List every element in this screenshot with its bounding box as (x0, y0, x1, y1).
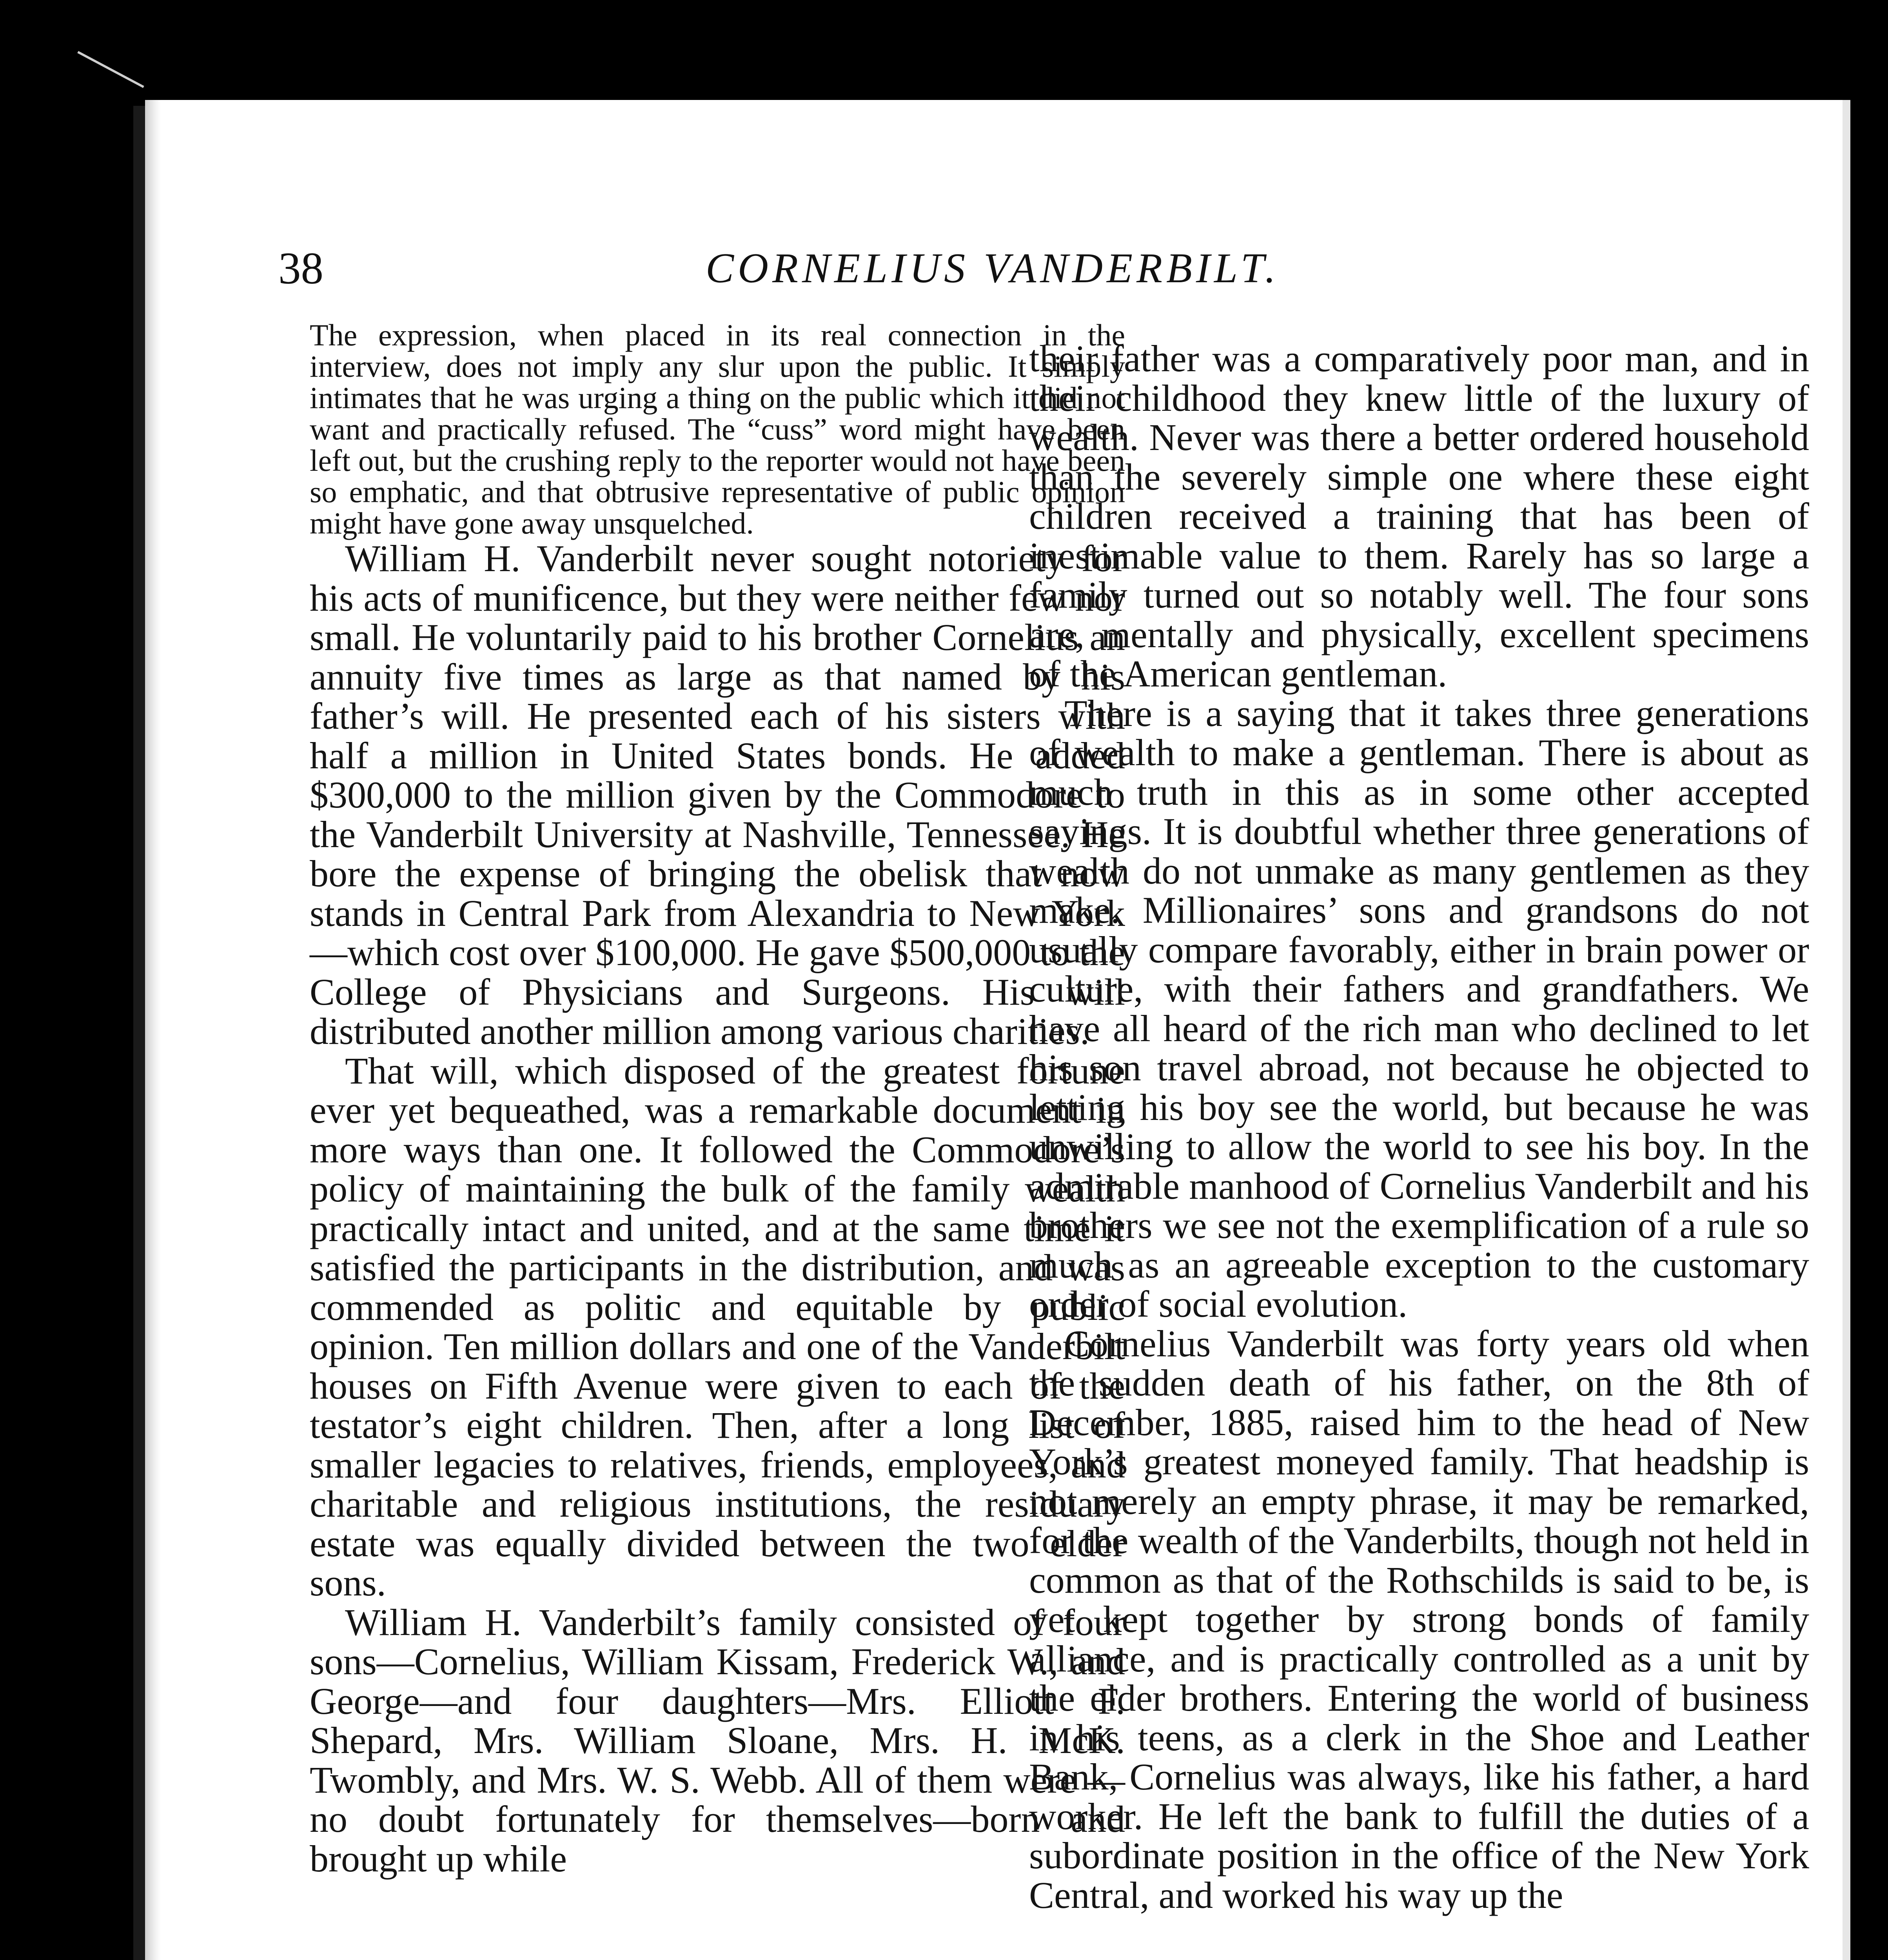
body-paragraph: Cornelius Vanderbilt was forty years old when the sudden death of his father, on the 8th of December, 1885, raised him to the head of New York’s greatest moneyed family. That headship is not merely an empty phrase, it may be remarked, for the wealth of the Vanderbilts, though not held in common as that of the Rothschilds is said to be, is yet kept together by strong bonds of family alliance, and is practically controlled as a unit by the elder brothers. Entering the world of business in his teens, as a clerk in the Shoe and Leather Bank, Cornelius was always, like his father, a hard worker. He left the bank to fulfill the duties of a subordinate position in the office of the New York Central, and worked his way up the (1029, 1322, 1809, 1916)
left-text-column (310, 319, 1125, 1878)
running-title: CORNELIUS VANDERBILT. (706, 245, 1280, 292)
body-paragraph: William H. Vanderbilt’s family consisted of four sons—Cornelius, William Kissam, Frederick W., and George—and four daughters—Mrs. Elliott F. Shepard, Mrs. William Sloane, Mrs. H. McK. Twombly, and Mrs. W. S. Webb. All of them were —no doubt fortunately for themselves—born and brought up while (310, 1601, 1125, 1880)
book-page (145, 100, 1848, 1960)
body-paragraph: That will, which disposed of the greatest fortune ever yet bequeathed, was a remarkable document in more ways than one. It followed the Commodore’s policy of maintaining the bulk of the family wealth practically intact and united, and at the same time it satisfied the participants in the distribution, and was commended as politic and equitable by public opinion. Ten million dollars and one of the Vanderbilt houses on Fifth Avenue were given to each of the testator’s eight children. Then, after a long list of smaller legacies to relatives, friends, employees, and charitable and religious institutions, the residuary estate was equally divided between the two elder sons. (310, 1049, 1125, 1604)
scan-corner-mark (55, 51, 144, 129)
page-number: 38 (278, 243, 323, 293)
body-paragraph: William H. Vanderbilt never sought notoriety for his acts of munificence, but they were neither few nor small. He voluntarily paid to his brother Cornelius an annuity five times as large as that named by his father’s will. He presented each of his sisters with half a million in United States bonds. He added $300,000 to the million given by the Commodore to the Vanderbilt University at Nashville, Tennessee. He bore the expense of bringing the obelisk that now stands in Central Park from Alexandria to New York —which cost over $100,000. He gave $500,000 to the College of Physicians and Surgeons. His will distributed another million among various charities. (310, 537, 1125, 1052)
right-text-column (1029, 339, 1809, 1915)
body-paragraph-continued: their father was a comparatively poor man, and in their childhood they knew little of the luxury of wealth. Never was there a better ordered household than the severely simple one where these eight children received a training that has been of inestimable value to them. Rarely has so large a family turned out so notably well. The four sons are, mentally and physically, excellent specimens of the American gentleman. (1029, 338, 1809, 695)
body-paragraph: There is a saying that it takes three generations of wealth to make a gentleman. There is about as much truth in this as in some other accepted sayings. It is doubtful whether three generations of wealth do not unmake as many gentlemen as they make. Millionaires’ sons and grandsons do not usually compare favorably, either in brain power or culture, with their fathers and grandfathers. We have all heard of the rich man who declined to let his son travel abroad, not because he objected to letting his boy see the world, but because he was unwilling to allow the world to see his boy. In the admirable manhood of Cornelius Vanderbilt and his brothers we see not the exemplification of a rule so much as an agreeable exception to the customary order of social evolution. (1029, 692, 1809, 1325)
page-binding-edge (133, 106, 145, 1960)
page-gutter-shadow (145, 100, 161, 1960)
page-right-edge (1843, 100, 1850, 1960)
quoted-note-paragraph: The expression, when placed in its real connection in the interview, does not imply any slur upon the public. It simply intimates that he was urging a thing on the public which it did not want and practically refused. The “cuss” word might have been left out, but the crushing reply to the reporter would not have been so emphatic, and that obtrusive representative of public opinion might have gone away unsquelched. (310, 318, 1125, 540)
running-head (145, 229, 1848, 308)
